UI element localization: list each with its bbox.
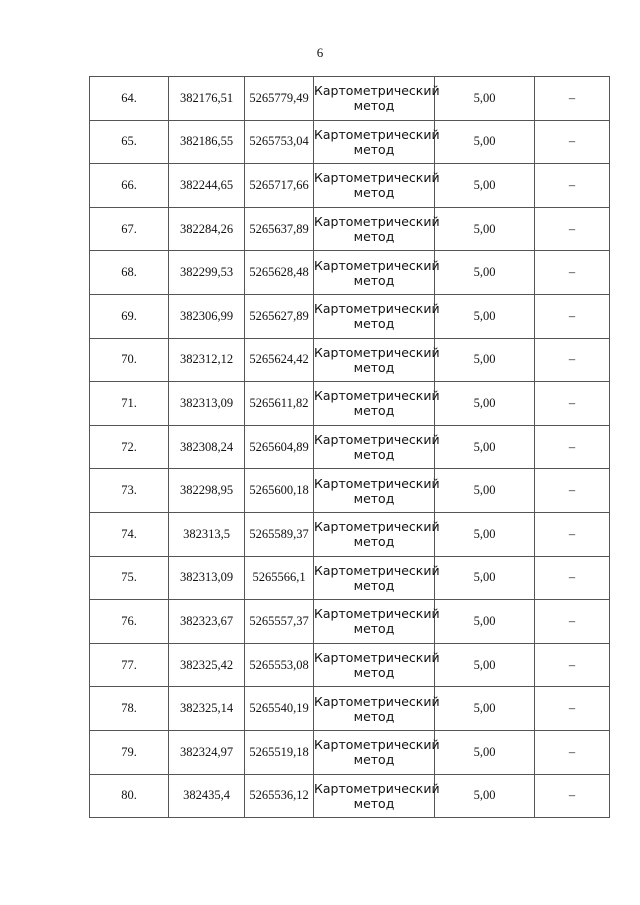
table-row [90, 687, 610, 731]
y-coordinate-cell: 5265536,12 [245, 774, 314, 818]
table-row [90, 338, 610, 382]
x-coordinate-cell: 382308,24 [169, 425, 245, 469]
x-coordinate-cell: 382244,65 [169, 164, 245, 208]
accuracy-cell: 5,00 [435, 294, 535, 338]
table-row [90, 251, 610, 295]
accuracy-cell: 5,00 [435, 556, 535, 600]
method-text: Картометрический [314, 475, 440, 491]
method-text: Картометрический [314, 344, 440, 360]
method-cell [314, 251, 440, 295]
note-cell: – [535, 600, 610, 644]
method-text: метод [353, 665, 395, 681]
x-coordinate-cell: 382435,4 [169, 774, 245, 818]
coordinates-table [89, 76, 610, 818]
y-coordinate-cell: 5265589,37 [245, 512, 314, 556]
table-row [90, 730, 610, 774]
x-coordinate-cell: 382313,5 [169, 512, 245, 556]
method-text: Картометрический [314, 214, 440, 230]
y-coordinate-cell: 5265637,89 [245, 207, 314, 251]
method-cell [314, 207, 440, 251]
method-cell [314, 77, 440, 121]
x-coordinate-cell: 382186,55 [169, 120, 245, 164]
point-number-cell: 65. [90, 120, 169, 164]
x-coordinate-cell: 382324,97 [169, 730, 245, 774]
point-number-cell: 77. [90, 643, 169, 687]
table-row [90, 207, 610, 251]
x-coordinate-cell: 382306,99 [169, 294, 245, 338]
y-coordinate-cell: 5265779,49 [245, 77, 314, 121]
method-text: метод [353, 534, 395, 550]
x-coordinate-cell: 382284,26 [169, 207, 245, 251]
y-coordinate-cell: 5265557,37 [245, 600, 314, 644]
accuracy-cell: 5,00 [435, 338, 535, 382]
accuracy-cell: 5,00 [435, 251, 535, 295]
method-text: Картометрический [314, 257, 440, 273]
note-cell: – [535, 469, 610, 513]
table-row [90, 294, 610, 338]
y-coordinate-cell: 5265540,19 [245, 687, 314, 731]
x-coordinate-cell: 382323,67 [169, 600, 245, 644]
method-text: метод [353, 795, 395, 811]
point-number-cell: 73. [90, 469, 169, 513]
method-text: метод [353, 185, 395, 201]
page-number: 6 [316, 45, 324, 60]
method-text: Картометрический [314, 562, 440, 578]
accuracy-cell: 5,00 [435, 382, 535, 426]
method-text: Картометрический [314, 432, 440, 448]
y-coordinate-cell: 5265628,48 [245, 251, 314, 295]
method-cell [314, 556, 440, 600]
method-cell [314, 730, 440, 774]
method-cell [314, 512, 440, 556]
point-number-cell: 66. [90, 164, 169, 208]
table-row [90, 469, 610, 513]
point-number-cell: 79. [90, 730, 169, 774]
accuracy-cell: 5,00 [435, 164, 535, 208]
note-cell: – [535, 730, 610, 774]
note-cell: – [535, 207, 610, 251]
y-coordinate-cell: 5265611,82 [245, 382, 314, 426]
method-text: метод [353, 229, 395, 245]
point-number-cell: 64. [90, 77, 169, 121]
table-row [90, 643, 610, 687]
method-cell [314, 425, 440, 469]
method-text: метод [353, 490, 395, 506]
method-text: метод [353, 272, 395, 288]
method-cell [314, 469, 440, 513]
method-cell [314, 687, 440, 731]
method-cell [314, 120, 440, 164]
point-number-cell: 75. [90, 556, 169, 600]
method-cell [314, 643, 440, 687]
method-text: Картометрический [314, 606, 440, 622]
y-coordinate-cell: 5265753,04 [245, 120, 314, 164]
x-coordinate-cell: 382325,42 [169, 643, 245, 687]
method-text: метод [353, 359, 395, 375]
note-cell: – [535, 120, 610, 164]
table-row [90, 77, 610, 121]
method-text: метод [353, 621, 395, 637]
table-row [90, 382, 610, 426]
method-text: метод [353, 752, 395, 768]
accuracy-cell: 5,00 [435, 774, 535, 818]
point-number-cell: 69. [90, 294, 169, 338]
x-coordinate-cell: 382313,09 [169, 556, 245, 600]
x-coordinate-cell: 382313,09 [169, 382, 245, 426]
point-number-cell: 76. [90, 600, 169, 644]
note-cell: – [535, 338, 610, 382]
point-number-cell: 70. [90, 338, 169, 382]
accuracy-cell: 5,00 [435, 687, 535, 731]
accuracy-cell: 5,00 [435, 643, 535, 687]
table-row [90, 600, 610, 644]
note-cell: – [535, 774, 610, 818]
note-cell: – [535, 643, 610, 687]
accuracy-cell: 5,00 [435, 512, 535, 556]
method-text: Картометрический [314, 170, 440, 186]
method-text: метод [353, 403, 395, 419]
note-cell: – [535, 425, 610, 469]
y-coordinate-cell: 5265553,08 [245, 643, 314, 687]
method-cell [314, 338, 440, 382]
note-cell: – [535, 251, 610, 295]
method-text: Картометрический [314, 737, 440, 753]
method-cell [314, 294, 440, 338]
point-number-cell: 68. [90, 251, 169, 295]
point-number-cell: 74. [90, 512, 169, 556]
note-cell: – [535, 556, 610, 600]
y-coordinate-cell: 5265519,18 [245, 730, 314, 774]
method-text: метод [353, 98, 395, 114]
method-cell [314, 382, 440, 426]
method-text: Картометрический [314, 301, 440, 317]
x-coordinate-cell: 382176,51 [169, 77, 245, 121]
method-text: Картометрический [314, 650, 440, 666]
method-text: метод [353, 708, 395, 724]
y-coordinate-cell: 5265717,66 [245, 164, 314, 208]
y-coordinate-cell: 5265604,89 [245, 425, 314, 469]
method-text: Картометрический [314, 388, 440, 404]
x-coordinate-cell: 382299,53 [169, 251, 245, 295]
point-number-cell: 71. [90, 382, 169, 426]
note-cell: – [535, 164, 610, 208]
method-text: метод [353, 141, 395, 157]
accuracy-cell: 5,00 [435, 77, 535, 121]
method-text: метод [353, 316, 395, 332]
table-row [90, 425, 610, 469]
method-text: Картометрический [314, 693, 440, 709]
method-text: Картометрический [314, 126, 440, 142]
method-text: Картометрический [314, 780, 440, 796]
point-number-cell: 78. [90, 687, 169, 731]
note-cell: – [535, 382, 610, 426]
x-coordinate-cell: 382312,12 [169, 338, 245, 382]
note-cell: – [535, 294, 610, 338]
method-text: Картометрический [314, 83, 440, 99]
method-text: Картометрический [314, 519, 440, 535]
accuracy-cell: 5,00 [435, 600, 535, 644]
accuracy-cell: 5,00 [435, 120, 535, 164]
x-coordinate-cell: 382298,95 [169, 469, 245, 513]
y-coordinate-cell: 5265624,42 [245, 338, 314, 382]
method-cell [314, 164, 440, 208]
y-coordinate-cell: 5265600,18 [245, 469, 314, 513]
note-cell: – [535, 77, 610, 121]
accuracy-cell: 5,00 [435, 425, 535, 469]
y-coordinate-cell: 5265627,89 [245, 294, 314, 338]
accuracy-cell: 5,00 [435, 207, 535, 251]
table-body [90, 77, 610, 818]
table-row [90, 556, 610, 600]
accuracy-cell: 5,00 [435, 469, 535, 513]
point-number-cell: 80. [90, 774, 169, 818]
point-number-cell: 72. [90, 425, 169, 469]
method-text: метод [353, 577, 395, 593]
x-coordinate-cell: 382325,14 [169, 687, 245, 731]
table-row [90, 512, 610, 556]
method-cell [314, 600, 440, 644]
table-row [90, 774, 610, 818]
note-cell: – [535, 512, 610, 556]
method-text: метод [353, 447, 395, 463]
method-cell [314, 774, 440, 818]
y-coordinate-cell: 5265566,1 [245, 556, 314, 600]
table-row [90, 164, 610, 208]
accuracy-cell: 5,00 [435, 730, 535, 774]
note-cell: – [535, 687, 610, 731]
table-row [90, 120, 610, 164]
point-number-cell: 67. [90, 207, 169, 251]
